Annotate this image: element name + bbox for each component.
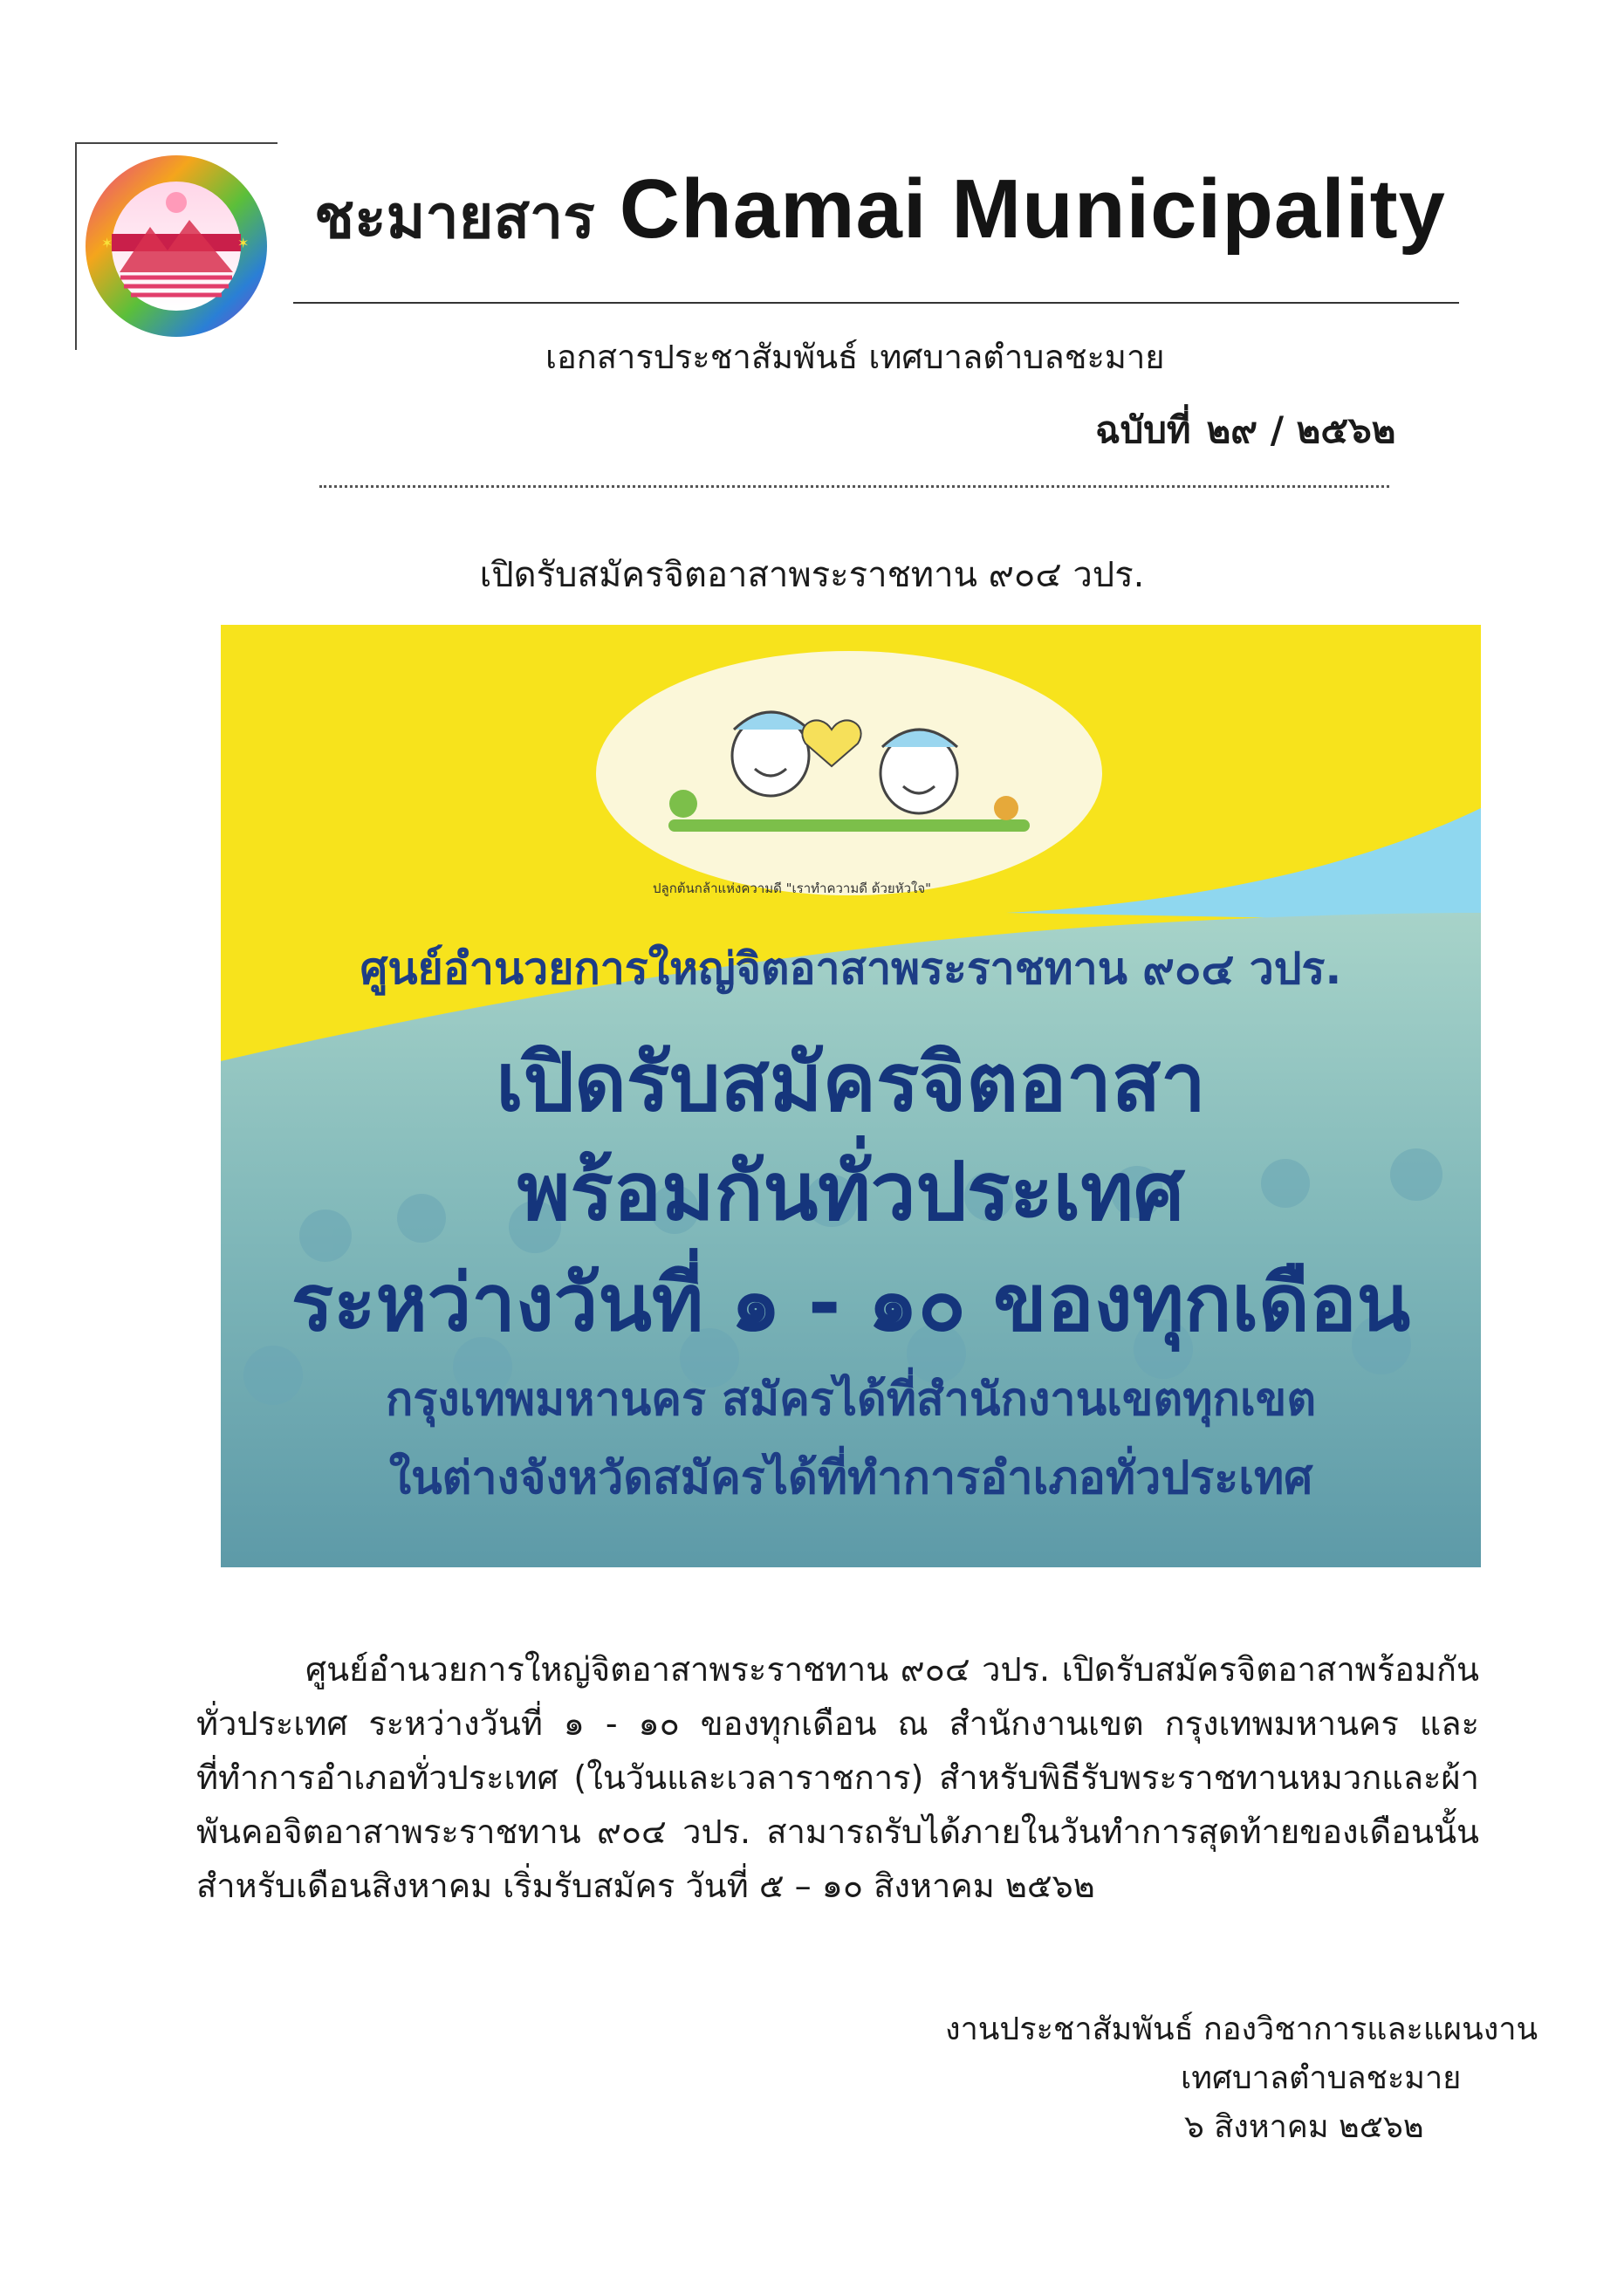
poster-line-1: ศูนย์อำนวยการใหญ่จิตอาสาพระราชทาน ๙๐๔ วปร. <box>360 943 1342 994</box>
poster-line-6: ในต่างจังหวัดสมัครได้ที่ทำการอำเภอทั่วประเทศ <box>388 1452 1313 1504</box>
header-rule <box>293 302 1459 304</box>
dotted-divider <box>319 485 1389 488</box>
poster-line-4: ระหว่างวันที่ ๑ - ๑๐ ของทุกเดือน <box>291 1258 1411 1349</box>
municipality-seal-logo <box>80 150 272 342</box>
issue-label: ฉบับที่ <box>1095 408 1191 451</box>
body-paragraph <box>196 1642 1479 1913</box>
body-text: ศูนย์อำนวยการใหญ่จิตอาสาพระราชทาน ๙๐๔ วปร. เปิดรับสมัครจิตอาสาพร้อมกันทั่วประเทศ ระหว่างวันที่ ๑ - ๑๐ ของทุกเดือน ณ สำนักงานเขต กรุงเทพมหานคร และที่ทำการอำเภอทั่วประเทศ (ในวันและเวลาราชการ) สำหรับพิธีรับพระราชทานหมวกและผ้าพันคอจิตอาสาพระราชทาน ๙๐๔ วปร. สามารถรับได้ภายในวันทำการสุดท้ายของเดือนนั้น สำหรับเดือนสิงหาคม เริ่มรับสมัคร วันที่ ๕ – ๑๐ สิงหาคม ๒๕๖๒ <box>196 1650 1479 1905</box>
issue-number <box>1095 401 1395 459</box>
poster-line-5: กรุงเทพมหานคร สมัครได้ที่สำนักงานเขตทุกเขต <box>385 1374 1317 1426</box>
signature-date: ๖ สิงหาคม ๒๕๖๒ <box>1184 2109 1424 2145</box>
cartoon-caption: ปลูกต้นกล้าแห่งความดี "เราทำความดี ด้วยหัวใจ" <box>653 881 932 896</box>
poster-line-2: เปิดรับสมัครจิตอาสา <box>496 1036 1206 1129</box>
issue-value: ๒๙ / ๒๕๖๒ <box>1206 408 1396 451</box>
signature-organization: เทศบาลตำบลชะมาย <box>1181 2060 1462 2096</box>
svg-text:✶: ✶ <box>237 235 250 251</box>
headline: เปิดรับสมัครจิตอาสาพระราชทาน ๙๐๔ วปร. <box>479 555 1145 595</box>
masthead-english: Chamai Municipality <box>619 162 1446 256</box>
volunteer-poster-image <box>221 625 1481 1567</box>
svg-text:✶: ✶ <box>101 235 113 251</box>
poster-line-3: พร้อมกันทั่วประเทศ <box>517 1145 1185 1238</box>
masthead <box>314 161 1446 264</box>
subtitle: เอกสารประชาสัมพันธ์ เทศบาลตำบลชะมาย <box>545 338 1165 376</box>
cartoon-illustration <box>596 651 1102 895</box>
signature-department: งานประชาสัมพันธ์ กองวิชาการและแผนงาน <box>945 2012 1538 2047</box>
masthead-thai: ชะมายสาร <box>314 183 595 252</box>
